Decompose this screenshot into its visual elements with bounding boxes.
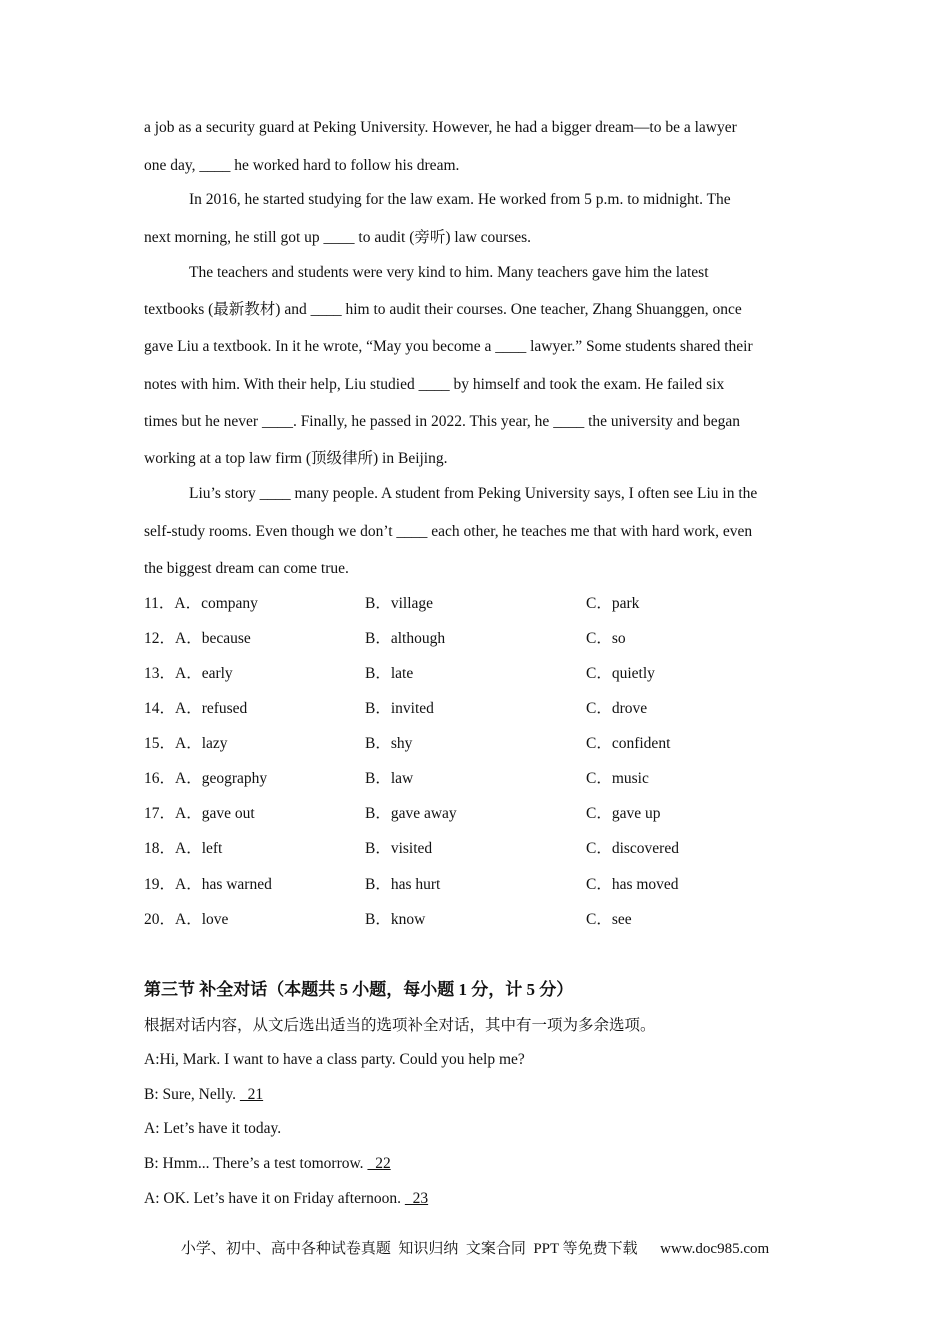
option-a: 15．A．lazy [144,735,228,752]
passage-line: times but he never ____. Finally, he passed in 2022. This year, he ____ the university and began [144,413,741,430]
dialogue-text: A: Let’s have it today. [144,1120,282,1137]
option-c: C．gave up [586,805,661,822]
section-title: 第三节 补全对话（本题共 5 小题，每小题 1 分，计 5 分） [144,980,574,999]
option-a: 17．A．gave out [144,805,255,822]
passage-line: gave Liu a textbook. In it he wrote, “May you become a ____ lawyer.” Some students shared their [144,338,753,355]
option-b: B．shy [365,735,413,752]
option-b: B．village [365,595,434,612]
option-a: 16．A．geography [144,770,268,787]
option-c: C．discovered [586,840,679,857]
option-a: 13．A．early [144,665,233,682]
option-c: C．music [586,770,649,787]
section-instruction: 根据对话内容，从文后选出适当的选项补全对话，其中有一项为多余选项。 [144,1017,656,1034]
dialogue-text: B: Hmm... There’s a test tomorrow. [144,1155,368,1172]
option-b: B．has hurt [365,876,441,893]
option-a: 20．A．love [144,911,229,928]
option-c: C．so [586,630,626,647]
option-b: B．visited [365,840,433,857]
blank-23: 23 [404,1190,429,1207]
option-c: C．drove [586,700,648,717]
option-b: B．although [365,630,446,647]
passage-line: notes with him. With their help, Liu studied ____ by himself and took the exam. He failed six [144,376,725,393]
option-a: 11．A．company [144,595,258,612]
option-a: 18．A．left [144,840,223,857]
passage-line: The teachers and students were very kind to him. Many teachers gave him the latest [189,264,709,281]
page-footer: 小学、初中、高中各种试卷真题 知识归纳 文案合同 PPT 等免费下载 www.doc985.com [180,1241,770,1257]
option-a: 12．A．because [144,630,251,647]
passage-line: a job as a security guard at Peking University. However, he had a bigger dream—to be a lawyer [144,119,737,136]
passage-line: one day, ____ he worked hard to follow his dream. [144,157,460,174]
option-b: B．law [365,770,414,787]
dialogue-line [144,1085,263,1105]
dialogue-line [144,1154,391,1174]
option-b: B．know [365,911,426,928]
dialogue-line [144,1050,525,1070]
blank-22: 22 [367,1155,391,1172]
option-b: B．gave away [365,805,457,822]
option-b: B．invited [365,700,434,717]
dialogue-line [144,1189,428,1209]
option-c: C．park [586,595,640,612]
option-c: C．has moved [586,876,679,893]
passage-line: the biggest dream can come true. [144,560,349,577]
passage-line: next morning, he still got up ____ to audit (旁听) law courses. [144,229,532,246]
blank-21: 21 [239,1086,264,1103]
option-c: C．quietly [586,665,655,682]
passage-line: Liu’s story ____ many people. A student from Peking University says, I often see Liu in the [189,485,758,502]
passage-line: textbooks (最新教材) and ____ him to audit their courses. One teacher, Zhang Shuanggen, once [144,301,742,318]
passage-line: In 2016, he started studying for the law exam. He worked from 5 p.m. to midnight. The [189,191,731,208]
dialogue-text: B: Sure, Nelly. [144,1086,240,1103]
dialogue-line [144,1119,281,1139]
passage-line: self-study rooms. Even though we don’t ____ each other, he teaches me that with hard work, even [144,523,753,540]
dialogue-text: A: OK. Let’s have it on Friday afternoon. [144,1190,405,1207]
option-c: C．confident [586,735,671,752]
option-c: C．see [586,911,632,928]
dialogue-text: A:Hi, Mark. I want to have a class party. Could you help me? [144,1051,525,1068]
option-a: 14．A．refused [144,700,248,717]
passage-line: working at a top law firm (顶级律所) in Beijing. [144,450,448,467]
option-a: 19．A．has warned [144,876,272,893]
option-b: B．late [365,665,414,682]
